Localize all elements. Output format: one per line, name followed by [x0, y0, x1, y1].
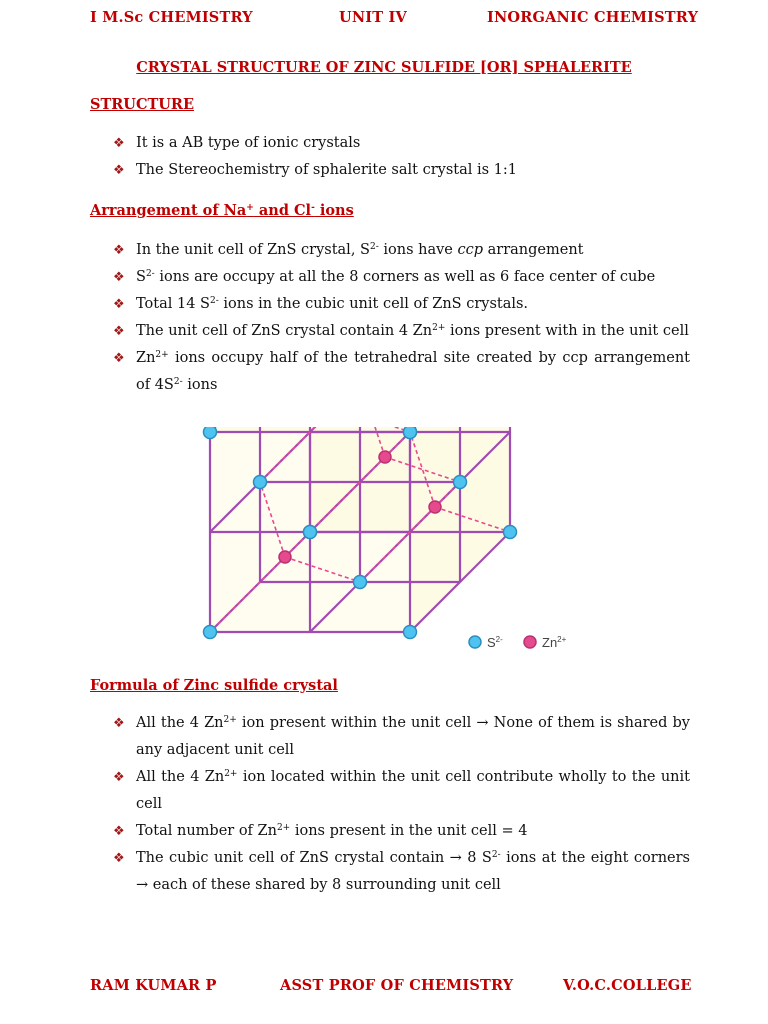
- diamond-bullet-icon: ❖: [113, 243, 125, 258]
- s-ion-sphere: [504, 526, 517, 539]
- zns-unit-cell-figure: [195, 427, 615, 662]
- s-ion-sphere: [254, 476, 267, 489]
- list-item: ❖ All the 4 $Zn^{2+}$ ion present within the unit cell → None of them is shared by any adjacent unit cell: [113, 710, 690, 764]
- list-item: ❖ The Stereochemistry of sphalerite salt crystal is 1:1: [113, 157, 690, 184]
- s-ion-sphere: [204, 626, 217, 639]
- diamond-bullet-icon: ❖: [113, 163, 125, 178]
- diamond-bullet-icon: ❖: [113, 136, 125, 151]
- list-item: ❖ Total 14 $S^{2-}$ ions in the cubic unit cell of ZnS crystals.: [113, 291, 690, 318]
- list-item: ❖ It is a AB type of ionic crystals: [113, 130, 690, 157]
- list-item: ❖ The cubic unit cell of ZnS crystal contain → 8 $S^{2-}$ ions at the eight corners → each of these shared by 8 surrounding unit cell: [113, 845, 690, 899]
- diamond-bullet-icon: ❖: [113, 351, 125, 366]
- s-ion-sphere: [354, 576, 367, 589]
- zn-ion-sphere: [379, 451, 391, 463]
- legend-zn-ion-icon: [524, 636, 536, 648]
- legend: [469, 635, 567, 650]
- footer-college: V.O.C.COLLEGE: [563, 977, 692, 994]
- page-title: CRYSTAL STRUCTURE OF ZINC SULFIDE [OR] SPHALERITE: [136, 59, 632, 76]
- diamond-bullet-icon: ❖: [113, 716, 125, 731]
- list-item: ❖ The unit cell of ZnS crystal contain 4 $Zn^{2+}$ ions present with in the unit cell: [113, 318, 690, 345]
- header-course: I M.Sc CHEMISTRY: [90, 9, 253, 26]
- list-item: ❖ All the 4 $Zn^{2+}$ ion located within the unit cell contribute wholly to the unit cell: [113, 764, 690, 818]
- section-heading-formula: Formula of Zinc sulfide crystal: [90, 677, 338, 694]
- footer-designation: ASST PROF OF CHEMISTRY: [280, 977, 514, 994]
- diamond-bullet-icon: ❖: [113, 824, 125, 839]
- s-ion-sphere: [454, 476, 467, 489]
- list-item: ❖ Total number of $Zn^{2+}$ ions present in the unit cell = 4: [113, 818, 690, 845]
- s-ion-sphere: [304, 526, 317, 539]
- header-unit: UNIT IV: [339, 9, 407, 26]
- list-item: ❖ $S^{2-}$ ions are occupy at all the 8 corners as well as 6 face center of cube: [113, 264, 690, 291]
- section-heading-structure: STRUCTURE: [90, 96, 195, 113]
- section-heading-arrangement: Arrangement of Na+ and Cl- ions: [90, 202, 354, 219]
- footer-author: RAM KUMAR P: [90, 977, 217, 994]
- diamond-bullet-icon: ❖: [113, 270, 125, 285]
- legend-s-label: $S^{2-}$: [487, 635, 503, 650]
- legend-s-ion-icon: [469, 636, 481, 648]
- zn-ion-sphere: [279, 551, 291, 563]
- s-ion-sphere: [404, 427, 417, 439]
- s-ion-sphere: [404, 626, 417, 639]
- diamond-bullet-icon: ❖: [113, 297, 125, 312]
- list-item: ❖ In the unit cell of ZnS crystal, $S^{2-}$ ions have ccp arrangement: [113, 237, 690, 264]
- diamond-bullet-icon: ❖: [113, 324, 125, 339]
- s-ion-sphere: [204, 427, 217, 439]
- formula-bullet-list: [113, 710, 690, 899]
- structure-bullet-list: [113, 130, 690, 184]
- diamond-bullet-icon: ❖: [113, 851, 125, 866]
- header-subject: INORGANIC CHEMISTRY: [487, 9, 699, 26]
- list-item: ❖ $Zn^{2+}$ ions occupy half of the tetrahedral site created by ccp arrangement of $4S^{2-}$ ions: [113, 345, 690, 399]
- arrangement-bullet-list: [113, 237, 690, 399]
- diamond-bullet-icon: ❖: [113, 770, 125, 785]
- zn-ion-sphere: [429, 501, 441, 513]
- legend-zn-label: $Zn^{2+}$: [542, 635, 567, 650]
